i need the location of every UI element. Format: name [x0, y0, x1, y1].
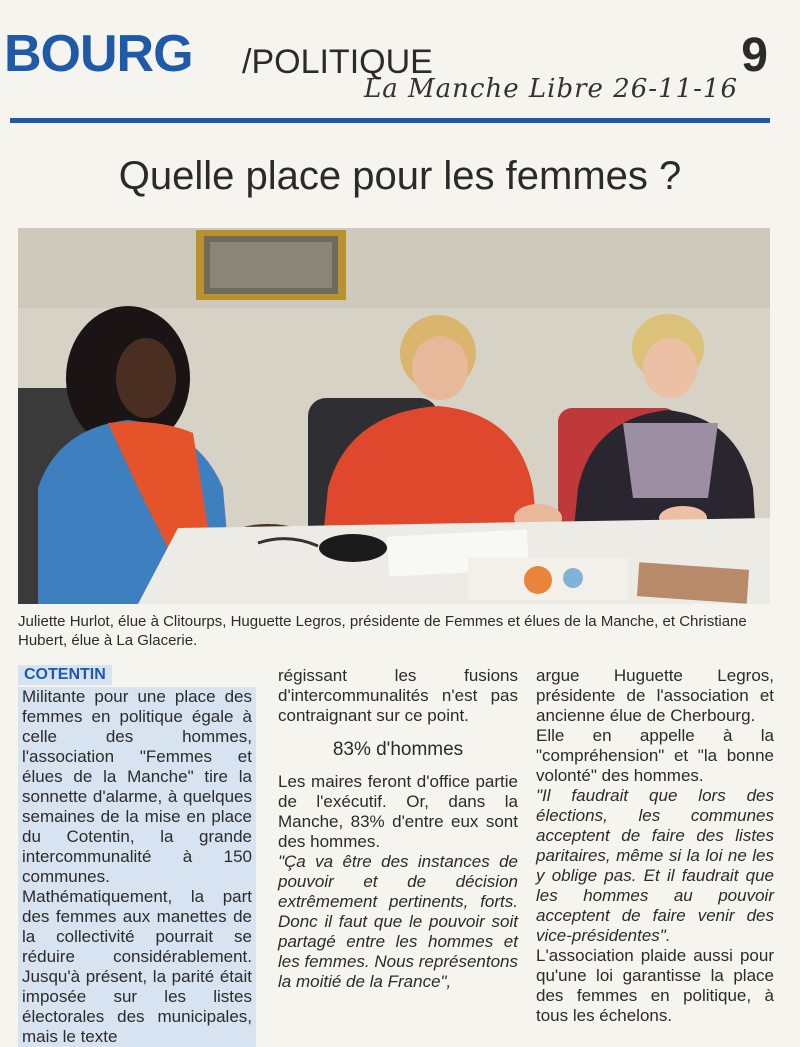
article-quote: "Il faudrait que lors des élections, les communes acceptent de faire des listes paritaires, même si la loi ne les y oblige pas. Et il faudrait que les hommes au pouvoir acceptent de faire venir des vice-présidentes". — [536, 786, 774, 945]
article-paragraph: régissant les fusions d'intercommunalités n'est pas contraignant sur ce point. — [278, 666, 518, 725]
article-paragraph: L'association plaide aussi pour qu'une loi garantisse la place des femmes en politique, à tous les échelons. — [536, 946, 774, 1025]
headline: Quelle place pour les femmes ? — [118, 154, 682, 198]
article-kicker: COTENTIN — [18, 665, 112, 685]
photo-caption: Juliette Hurlot, élue à Clitourps, Huguette Legros, présidente de Femmes et élues de la Manche, et Christiane Hubert, élue à La Glacerie. — [18, 613, 747, 649]
subsection-title: /POLITIQUE — [242, 43, 433, 81]
article-paragraph: Elle en appelle à la "compréhension" et "la bonne volonté" des hommes. — [536, 726, 774, 785]
article-quote: "Ça va être des instances de pouvoir et de décision extrêmement pertinents, forts. Donc il faut que le pouvoir soit partagé entre les hommes et les femmes. Nous représentons la moitié de la France", — [278, 852, 518, 991]
article-subhead: 83% d'hommes — [332, 739, 464, 760]
page-header — [0, 22, 800, 104]
article-paragraph: argue Huguette Legros, présidente de l'association et ancienne élue de Cherbourg. — [536, 666, 774, 725]
section-title: BOURG — [4, 25, 193, 83]
handwritten-note: La Manche Libre 26-11-16 — [364, 74, 738, 104]
article-paragraph: Les maires feront d'office partie de l'exécutif. Or, dans la Manche, 83% d'entre eux sont des hommes. — [278, 772, 518, 851]
page-number: 9 — [741, 29, 768, 82]
article-lead-paragraph: Militante pour une place des femmes en politique égale à celle des hommes, l'association "Femmes et élues de la Manche" tire la sonnette d'alarme, à quelques semaines de la mise en place du Cotentin, la grande intercommunalité à 150 communes. Mathématiquement, la part des femmes aux manettes de la collectivité pourrait se réduire considérablement. Jusqu'à présent, la parité était imposée sur les listes électorales des municipales, mais le texte — [18, 687, 256, 1047]
header-rule — [10, 118, 770, 123]
article-photo — [18, 228, 770, 604]
article-column-3 — [536, 666, 774, 1026]
article-column-1 — [18, 664, 256, 1047]
article-column-2 — [278, 666, 518, 992]
